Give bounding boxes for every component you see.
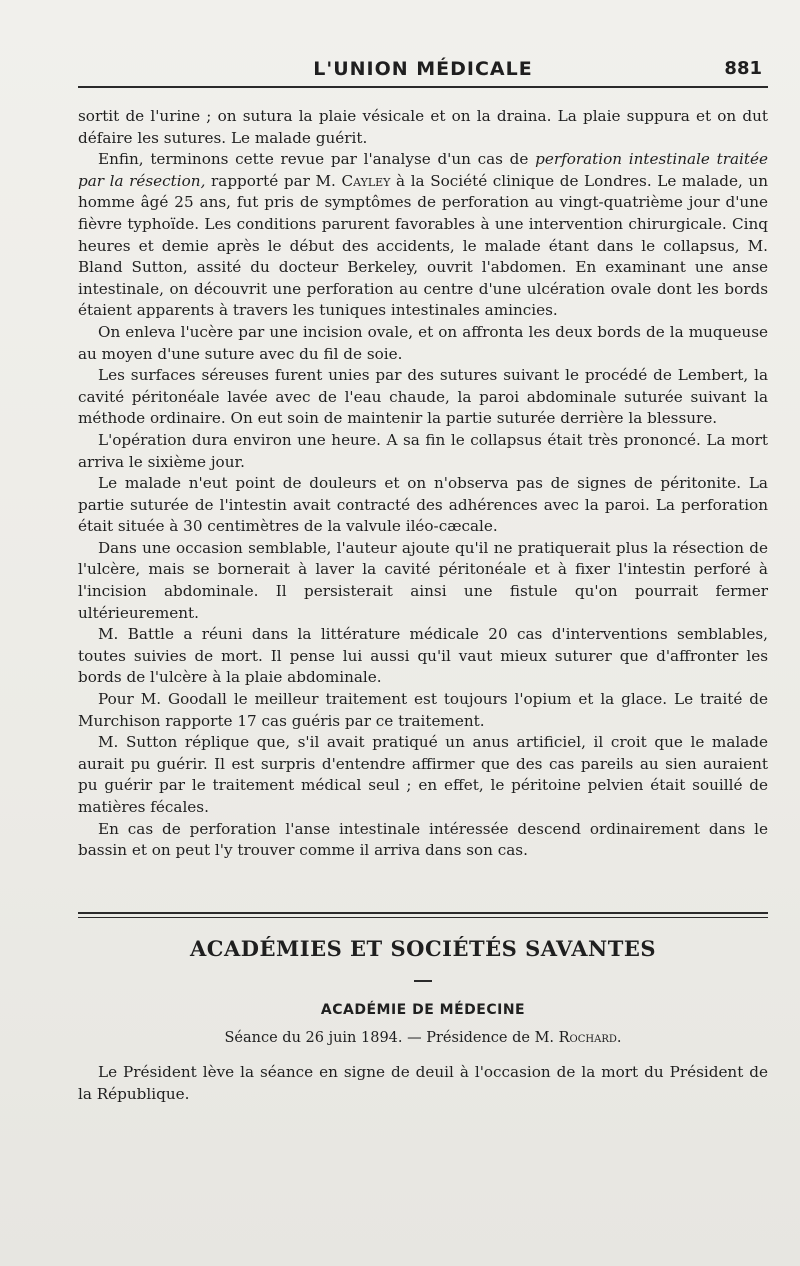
header-rule — [78, 86, 768, 88]
subsection-title: ACADÉMIE DE MÉDECINE — [320, 1002, 526, 1018]
session-paragraph-text: Le Président lève la séance en signe de deuil à l'occasion de la mort du Président de la République. — [78, 1063, 768, 1103]
section-title: ACADÉMIES ET SOCIÉTÉS SAVANTES — [189, 936, 656, 961]
paragraph-6: Le malade n'eut point de douleurs et on n'observa pas de signes de péritonite. La partie suturée de l'intestin avait contracté des adhérences avec la paroi. La perforation était située à 30 centimètres de la valvule iléo-cæcale. — [78, 474, 768, 536]
session-date-text: Séance du 26 juin 1894. — Présidence de M. — [224, 1030, 559, 1046]
page-header — [78, 56, 768, 86]
session-paragraph — [78, 1062, 768, 1105]
paragraph-4: Les surfaces séreuses furent unies par des sutures suivant le procédé de Lembert, la cavité péritonéale lavée avec de l'eau chaude, la paroi abdominale suturée suivant la méthode ordinaire. On eut soin de maintenir la partie suturée derrière la blessure. — [78, 366, 768, 428]
paragraph-10: M. Sutton réplique que, s'il avait pratiqué un anus artificiel, il croit que le malade aurait pu guérir. Il est surpris d'entendre affirmer que des cas pareils au sien auraient pu guérir par le traitement médical seul ; en effet, le péritoine pelvien était souillé de matières fécales. — [78, 733, 768, 816]
paragraph-3: On enleva l'ucère par une incision ovale, et on affronta les deux bords de la muqueuse au moyen d'une suture avec du fil de soie. — [78, 322, 768, 363]
paragraph-1: sortit de l'urine ; on sutura la plaie vésicale et on la draina. La plaie suppura et on dut défaire les sutures. Le malade guérit. — [78, 107, 768, 147]
paragraph-2 — [78, 149, 768, 322]
paragraph-2-text-c: à la Société clinique de Londres. Le malade, un homme âgé 25 ans, fut pris de symptômes de perforation au vingt-quatrième jour d'une fièvre typhoïde. Les conditions parurent favorables à une intervention chirurgicale. Cinq heures et demie après le début des accidents, le malade étant dans le collapsus, M. Bland Sutton, assité du docteur Berkeley, ouvrit l'abdomen. En examinant une anse intestinale, on découvrit une perforation au centre d'une ulcération ovale dont les bords étaient apparents à travers les tuniques intestinales amincies. — [78, 171, 768, 320]
section-divider-thick — [78, 912, 768, 914]
section-divider-thin — [78, 917, 768, 918]
title-dash — [414, 980, 432, 982]
article-body — [78, 106, 768, 862]
paragraph-2-text-b: rapporté par M. — [205, 171, 342, 190]
running-title: L'UNION MÉDICALE — [313, 58, 533, 80]
session-president: Rochard — [558, 1030, 617, 1046]
paragraph-2-author: Cayley — [341, 171, 391, 190]
paragraph-7: Dans une occasion semblable, l'auteur ajoute qu'il ne pratiquerait plus la résection de l'ulcère, mais se bornerait à laver la cavité péritonéale et à fixer l'intestin perforé à l'incision abdominale. Il persisterait ainsi une fistule qu'on pourrait fermer ultérieurement. — [78, 538, 768, 622]
session-line — [78, 1030, 768, 1046]
paragraph-11: En cas de perforation l'anse intestinale intéressée descend ordinairement dans le bassin et on peut l'y trouver comme il arriva dans son cas. — [78, 819, 768, 860]
paragraph-2-text-a: Enfin, terminons cette revue par l'analyse d'un cas de — [98, 150, 536, 169]
paragraph-9: Pour M. Goodall le meilleur traitement est toujours l'opium et la glace. Le traité de Murchison rapporte 17 cas guéris par ce traitement. — [78, 690, 768, 730]
paragraph-5: L'opération dura environ une heure. A sa fin le collapsus était très prononcé. La mort arriva le sixième jour. — [78, 430, 768, 471]
paragraph-2-italic-title: perforation intestinale traitée par la résection, — [78, 150, 768, 190]
session-end: . — [616, 1030, 622, 1046]
paragraph-8: M. Battle a réuni dans la littérature médicale 20 cas d'interventions semblables, toutes suivies de mort. Il pense lui aussi qu'il vaut mieux suturer que d'affronter les bords de l'ulcère à la plaie abdominale. — [78, 625, 768, 687]
page-number: 881 — [724, 58, 762, 79]
